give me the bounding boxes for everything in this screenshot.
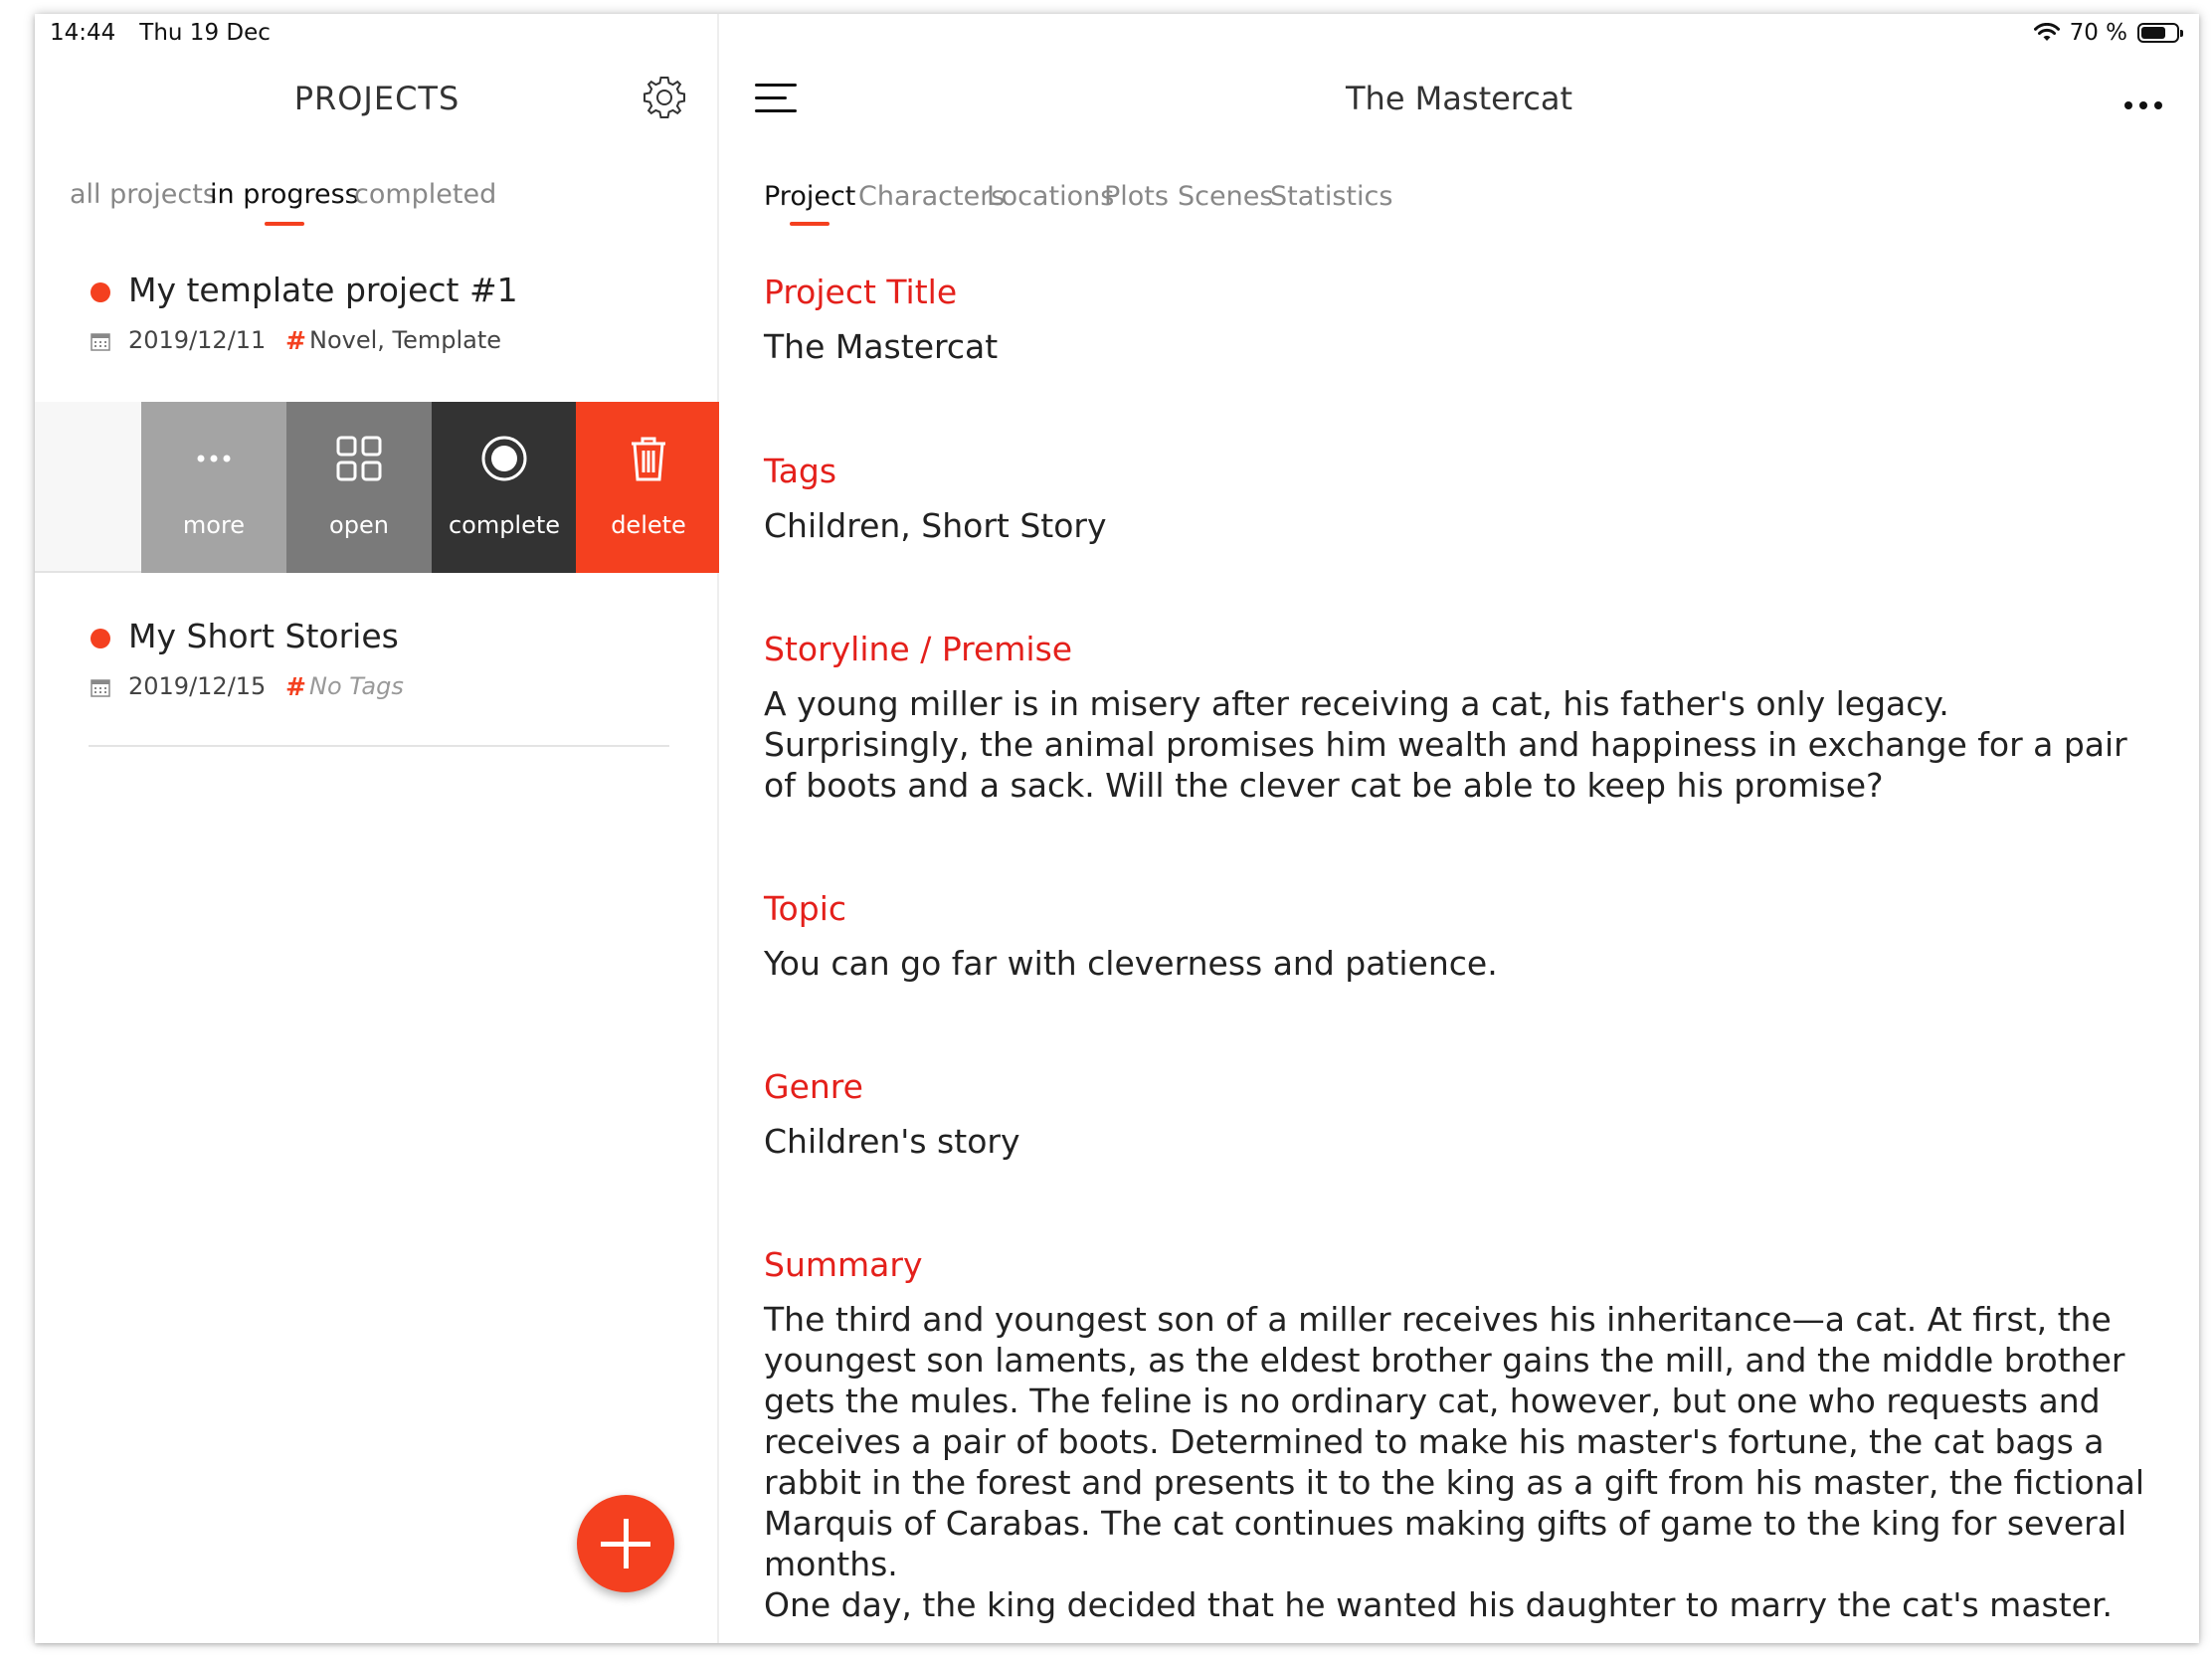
more-options-icon[interactable] xyxy=(2124,101,2162,109)
project-date: 2019/12/11 xyxy=(128,326,267,354)
project-date: 2019/12/15 xyxy=(128,672,267,700)
summary-paragraph-1: The third and youngest son of a miller receives his inheritance—a cat. At first, the youngest son laments, as the eldest brother gains the mill, and the middle brother gets the mules. The feline is no ordinary cat, however, but one who requests and receives a pair of boots. Determined to make his master's fortune, the cat bags a rabbit in the forest and presents it to the king as a gift from his master, the fictional Marquis of Carabas. The cat continues making gifts of game to the king for several months. xyxy=(764,1300,2145,1583)
swiped-row-stub[interactable] xyxy=(35,402,141,573)
tab-project[interactable]: Project xyxy=(764,181,856,212)
open-action-button[interactable] xyxy=(286,402,432,573)
tab-scenes[interactable]: Scenes xyxy=(1178,181,1274,212)
field-label-summary: Summary xyxy=(764,1245,923,1284)
filter-all-projects[interactable]: all projects xyxy=(70,179,217,210)
field-value-project-title[interactable]: The Mastercat xyxy=(764,327,999,366)
tab-plots[interactable]: Plots xyxy=(1104,181,1169,212)
add-project-button[interactable] xyxy=(577,1495,674,1592)
project-tags: Novel, Template xyxy=(309,326,502,354)
calendar-icon xyxy=(91,678,110,698)
field-label-tags: Tags xyxy=(764,452,837,490)
project-tags: No Tags xyxy=(309,672,404,700)
more-dots-icon xyxy=(189,434,239,483)
more-action-button[interactable] xyxy=(141,402,286,573)
complete-action-label: complete xyxy=(448,511,561,539)
projects-title: PROJECTS xyxy=(293,80,461,117)
field-value-tags[interactable]: Children, Short Story xyxy=(764,506,1107,545)
battery-percent: 70 % xyxy=(2069,20,2127,46)
swipe-actions-row xyxy=(35,402,719,573)
field-label-topic: Topic xyxy=(764,889,846,928)
summary-paragraph-2: One day, the king decided that he wanted his daughter to marry the cat's master. xyxy=(764,1585,2114,1624)
projects-panel xyxy=(35,14,719,1643)
ipad-screen xyxy=(35,14,2199,1643)
delete-action-label: delete xyxy=(611,511,686,539)
field-value-storyline[interactable]: A young miller is in misery after receiving a cat, his father's only legacy. Surprisingly, the animal promises him wealth and happiness in exchange for a pair of boots and a sack. Will the clever cat be able to keep his promise? xyxy=(764,684,2127,805)
filter-in-progress[interactable]: in progress xyxy=(210,179,359,210)
field-value-genre[interactable]: Children's story xyxy=(764,1122,1020,1161)
field-label-genre: Genre xyxy=(764,1067,863,1106)
filter-completed[interactable]: completed xyxy=(354,179,497,210)
tab-characters[interactable]: Characters xyxy=(858,181,1006,212)
status-time: 14:44 xyxy=(50,20,116,46)
status-dot xyxy=(91,282,110,302)
detail-title: The Mastercat xyxy=(1345,80,1572,117)
field-value-topic[interactable]: You can go far with cleverness and patience. xyxy=(764,944,1498,983)
project-name: My template project #1 xyxy=(128,271,518,309)
status-date: Thu 19 Dec xyxy=(139,20,271,46)
tag-hash-icon: # xyxy=(285,326,306,355)
calendar-icon xyxy=(91,332,110,352)
open-action-label: open xyxy=(329,511,389,539)
settings-gear-icon[interactable] xyxy=(641,74,688,121)
project-name: My Short Stories xyxy=(128,617,399,655)
trash-icon xyxy=(624,434,673,483)
status-dot xyxy=(91,629,110,648)
grid-icon xyxy=(334,434,384,483)
more-action-label: more xyxy=(182,511,246,539)
field-label-storyline: Storyline / Premise xyxy=(764,630,1073,668)
tab-statistics[interactable]: Statistics xyxy=(1270,181,1393,212)
project-detail-panel xyxy=(719,14,2199,1643)
field-label-project-title: Project Title xyxy=(764,273,958,311)
complete-action-button[interactable] xyxy=(432,402,577,573)
field-value-summary[interactable] xyxy=(764,1299,2156,1625)
tab-locations[interactable]: Locations xyxy=(987,181,1115,212)
radio-complete-icon xyxy=(479,434,529,483)
delete-action-button[interactable] xyxy=(576,402,719,573)
list-divider xyxy=(89,745,669,747)
tag-hash-icon: # xyxy=(285,672,306,701)
